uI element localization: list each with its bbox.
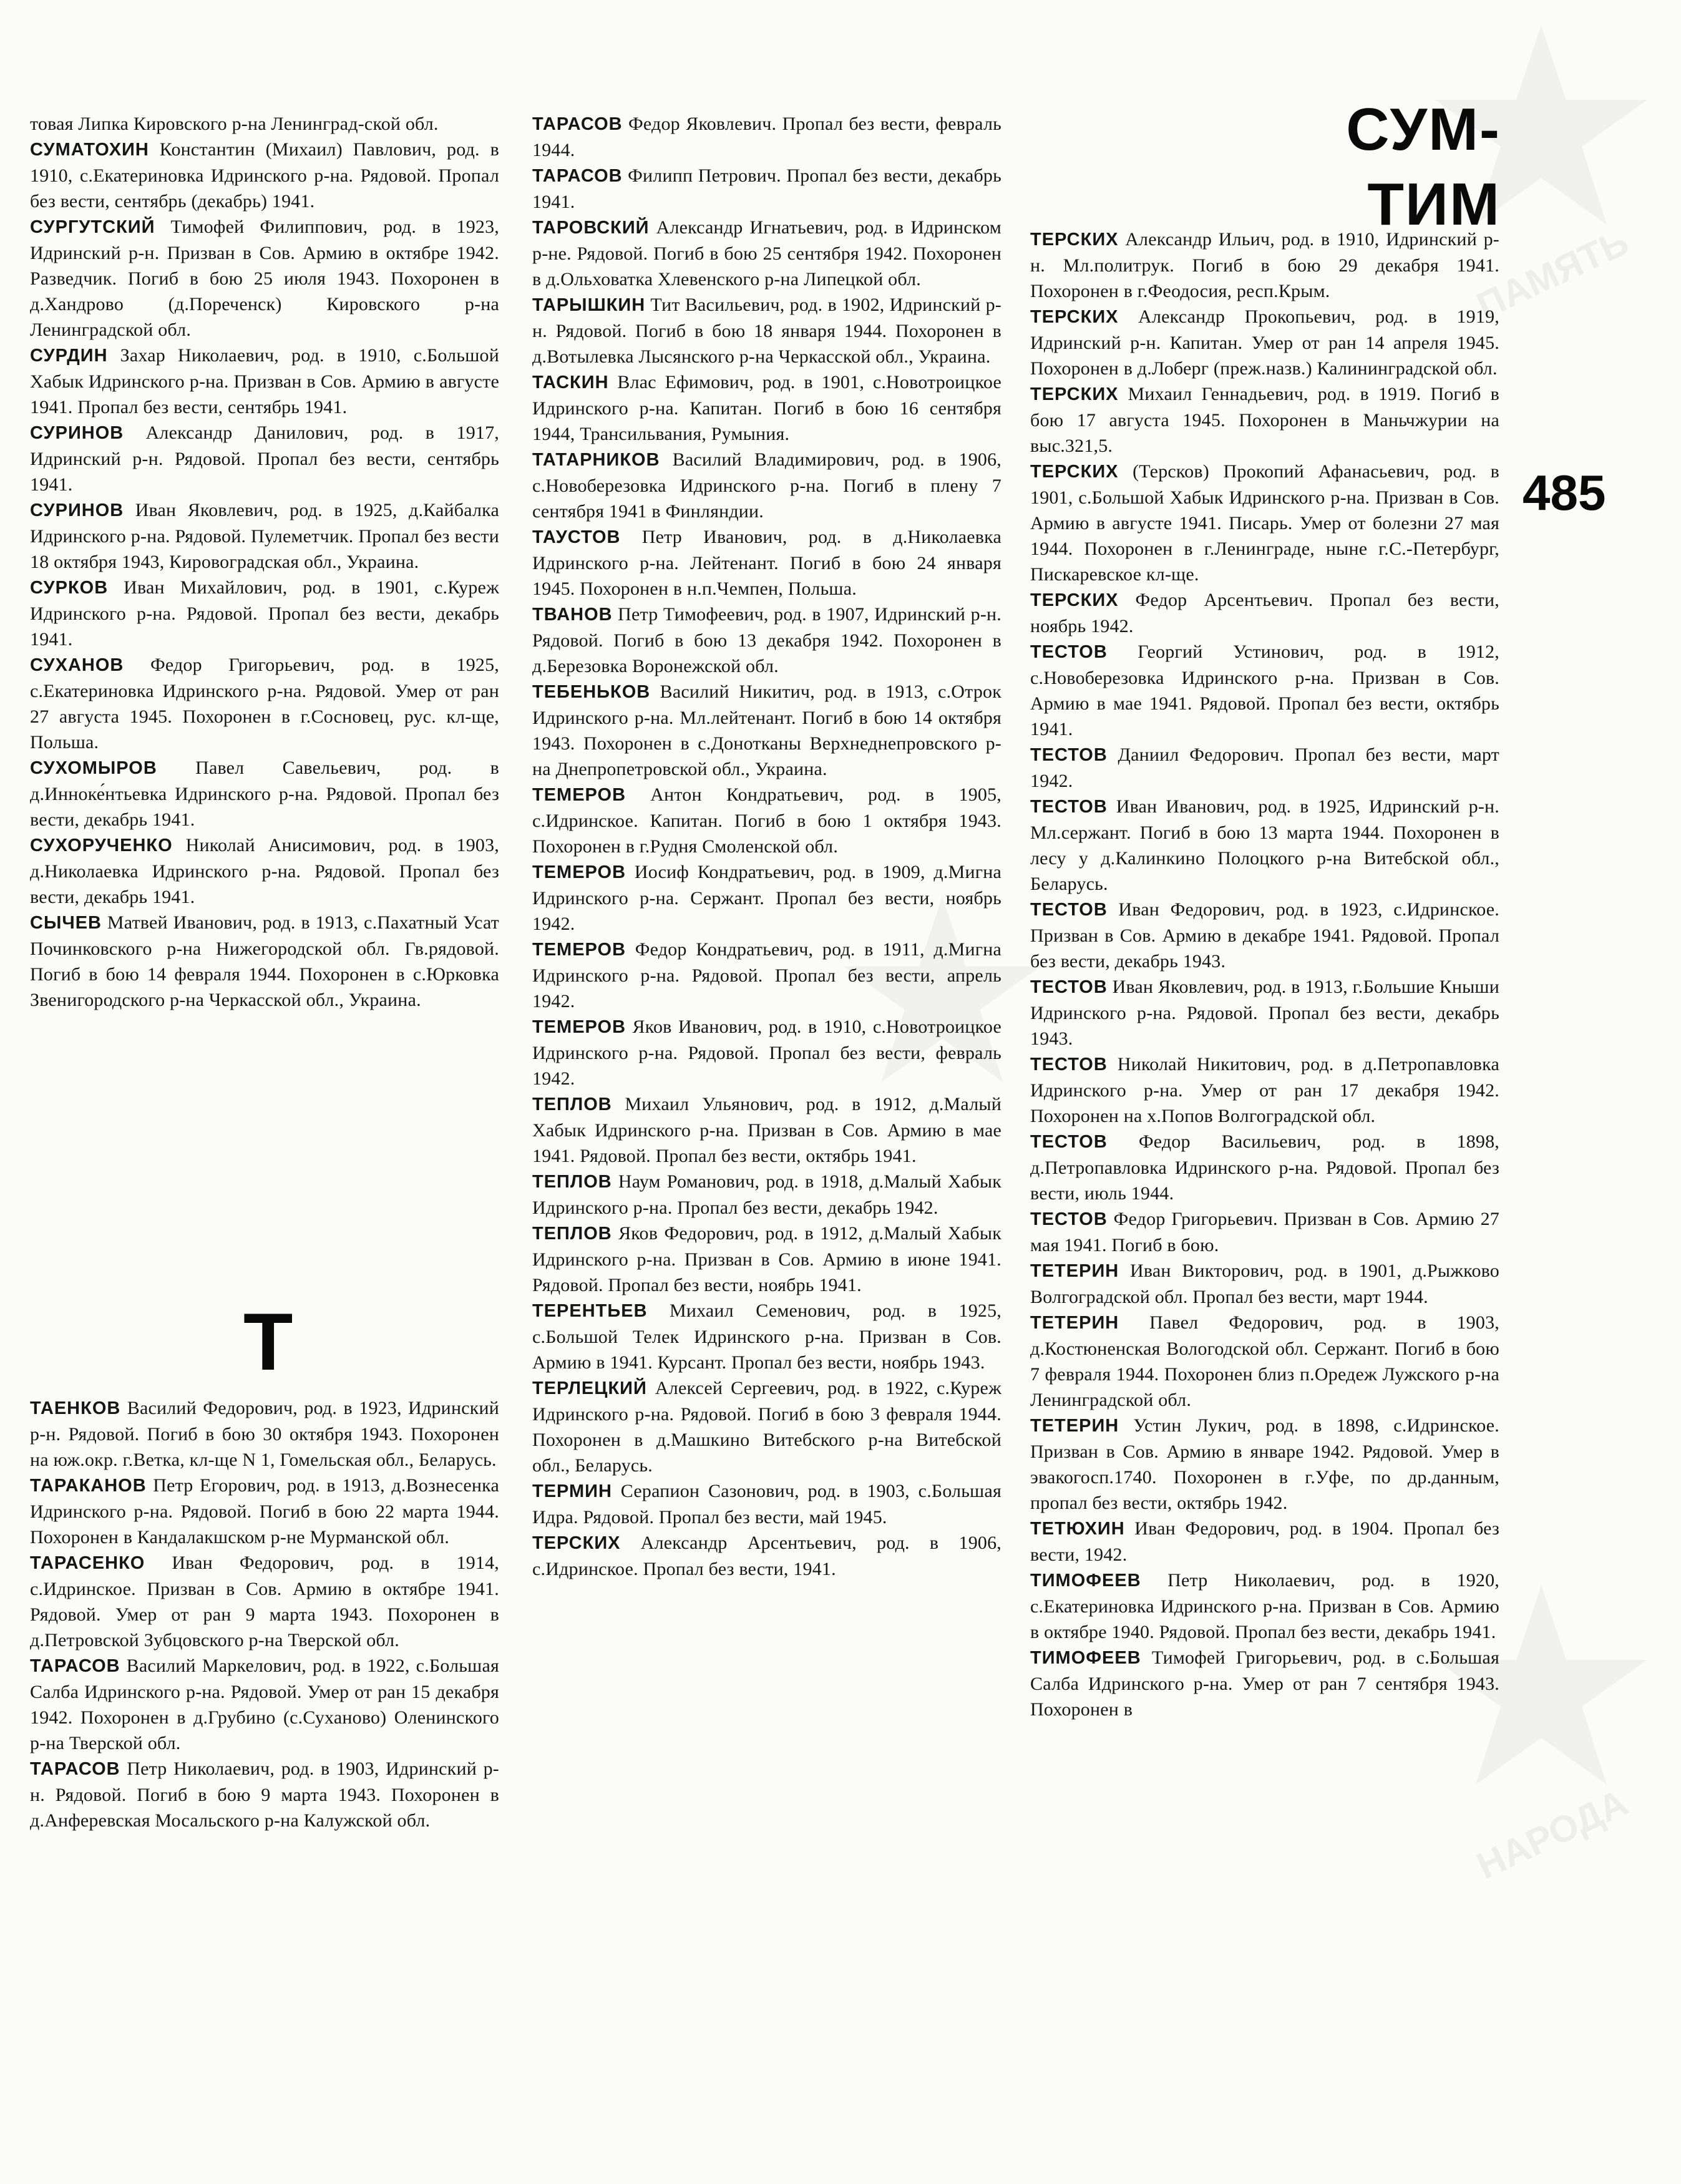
entry-surname: ТЕРСКИХ (1030, 230, 1119, 250)
entry-surname: ТВАНОВ (532, 605, 613, 625)
list-item (30, 1756, 499, 1833)
entry-text: Тимофей Филиппович, род. в 1923, Идринский р-н. Призван в Сов. Армию в октябре 1942. Разведчик. Погиб в бою 25 июля 1943. Похоронен в д.Хандрово (д.Пореченск) Кировского р-на Ленинградской обл. (30, 217, 499, 340)
entry-text: Даниил Федорович. Пропал без вести, март 1942. (1030, 744, 1499, 791)
entry-text: Федор Арсентьевич. Пропал без вести, ноябрь 1942. (1030, 590, 1500, 636)
running-head: СУМ-ТИМ (1346, 96, 1501, 238)
entry-text: Матвей Иванович, род. в 1913, с.Пахатный Усат Починковского р-на Нижегородской обл. Гв.рядовой. Погиб в бою 14 февраля 1944. Похоронен в с.Юрковка Звенигородского р-на Черкасской обл., Украина. (30, 912, 499, 1010)
entry-surname: ТЕРМИН (532, 1481, 612, 1501)
entry-surname: ТИМОФЕЕВ (1030, 1648, 1141, 1668)
entry-text: Филипп Петрович. Пропал без вести, декабрь 1941. (532, 165, 1002, 212)
entry-text: Георгий Устинович, род. в 1912, с.Новоберезовка Идринского р-на. Призван в Сов. Армию в мае 1941. Рядовой. Пропал без вести, октябрь 1941. (1030, 641, 1499, 739)
list-item (30, 1473, 499, 1550)
entry-surname: ТЕПЛОВ (532, 1094, 612, 1114)
list-item (1030, 1567, 1499, 1645)
page-number: 485 (1523, 465, 1606, 520)
entry-surname: ТЕСТОВ (1030, 1132, 1108, 1152)
column-3 (1030, 227, 1499, 1722)
list-item (1030, 794, 1499, 897)
entry-text: Александр Арсентьевич, род. в 1906, с.Идринское. Пропал без вести, 1941. (532, 1533, 1001, 1579)
entry-text: Иван Иванович, род. в 1925, Идринский р-н. Мл.сержант. Погиб в бою 13 марта 1944. Похоронен в лесу у д.Калинкино Полоцкого р-на Витебской обл., Беларусь. (1030, 796, 1499, 894)
entry-text: Федор Григорьевич. Призван в Сов. Армию 27 мая 1941. Погиб в бою. (1030, 1209, 1500, 1255)
list-item (1030, 1516, 1499, 1567)
entry-surname: СУРИНОВ (30, 423, 124, 443)
entry-text: Александр Ильич, род. в 1910, Идринский р-н. Мл.политрук. Погиб в бою 29 декабря 1941. Похоронен в г.Феодосия, респ.Крым. (1030, 229, 1499, 301)
list-item (30, 1550, 499, 1653)
entry-text: Иван Викторович, род. в 1901, д.Рыжково Волгоградской обл. Пропал без вести, март 1944. (1030, 1260, 1500, 1307)
entry-text: Петр Николаевич, род. в 1920, с.Екатериновка Идринского р-на. Призван в Сов. Армию в октябре 1940. Рядовой. Пропал без вести, декабрь 1941. (1030, 1570, 1500, 1642)
entry-surname: ТИМОФЕЕВ (1030, 1571, 1141, 1591)
list-item (532, 1221, 1001, 1298)
entry-surname: ТЕМЕРОВ (532, 785, 626, 805)
entry-text: Иван Яковлевич, род. в 1925, д.Кайбалка Идринского р-на. Рядовой. Пулеметчик. Пропал без вести 18 октября 1943, Кировоградская обл., Украина. (30, 500, 500, 572)
list-item (30, 497, 499, 575)
list-item (532, 679, 1001, 782)
entry-surname: ТЕТЕРИН (1030, 1416, 1119, 1436)
svg-text:НАРОДА: НАРОДА (1470, 1781, 1634, 1888)
entry-text: Алексей Сергеевич, род. в 1922, с.Куреж Идринского р-на. Рядовой. Погиб в бою 3 февраля 1944. Похоронен в д.Машкино Витебского р-на Витебской обл., Беларусь. (532, 1378, 1001, 1476)
entry-text: Александр Данилович, род. в 1917, Идринский р-н. Рядовой. Пропал без вести, сентябрь 1941. (30, 422, 499, 495)
entry-text: Николай Анисимович, род. в 1903, д.Николаевка Идринского р-на. Рядовой. Пропал без вести, декабрь 1941. (30, 835, 499, 907)
list-item (30, 1653, 499, 1756)
list-item (1030, 1206, 1499, 1258)
entry-surname: ТЕСТОВ (1030, 1209, 1108, 1229)
list-item (532, 163, 1001, 215)
entry-text: Федор Яковлевич. Пропал без вести, февраль 1944. (532, 114, 1002, 160)
entry-surname: ТЕПЛОВ (532, 1172, 612, 1192)
list-item (532, 524, 1001, 602)
list-item (532, 602, 1001, 679)
entry-text: Василий Федорович, род. в 1923, Идринский р-н. Рядовой. Погиб в бою 30 октября 1943. Похоронен на юж.окр. г.Ветка, кл-ще N 1, Гомельская обл., Беларусь. (30, 1398, 499, 1470)
entry-surname: ТАРАСОВ (532, 166, 623, 186)
entry-text: Федор Кондратьевич, род. в 1911, д.Мигна Идринского р-на. Рядовой. Пропал без вести, апрель 1942. (532, 939, 1002, 1012)
list-item (532, 1478, 1001, 1530)
entry-text: Михаил Геннадьевич, род. в 1919. Погиб в бою 17 августа 1945. Похоронен в Маньчжурии на выс.321,5. (1030, 384, 1500, 456)
entry-text: Михаил Семенович, род. в 1925, с.Большой Телек Идринского р-на. Призван в Сов. Армию в 1941. Курсант. Пропал без вести, ноябрь 1943. (532, 1300, 1001, 1373)
entry-surname: СУХОРУЧЕНКО (30, 836, 173, 856)
entry-text: Влас Ефимович, род. в 1901, с.Новотроицкое Идринского р-на. Капитан. Погиб в бою 16 сентября 1944, Трансильвания, Румыния. (532, 372, 1001, 444)
entry-surname: ТАРАСЕНКО (30, 1553, 145, 1573)
entry-text: Иван Федорович, род. в 1923, с.Идринское. Призван в Сов. Армию в декабре 1941. Рядовой. Пропал без вести, декабрь 1943. (1030, 899, 1499, 972)
entry-surname: ТАРАСОВ (30, 1656, 120, 1676)
list-item (30, 343, 499, 420)
list-item (30, 111, 499, 137)
entry-surname: ТЕРСКИХ (1030, 307, 1119, 327)
entry-surname: ТЕМЕРОВ (532, 940, 626, 960)
list-item (30, 652, 499, 755)
list-item (1030, 587, 1499, 639)
list-item (30, 420, 499, 497)
entry-text: Михаил Ульянович, род. в 1912, д.Малый Хабык Идринского р-на. Призван в Сов. Армию в мае 1941. Рядовой. Пропал без вести, октябрь 1941. (532, 1094, 1001, 1166)
entry-text: Петр Николаевич, род. в 1903, Идринский р-н. Рядовой. Погиб в бою 9 марта 1943. Похоронен в д.Анферевская Мосальского р-на Калужской обл. (30, 1758, 499, 1831)
column-1-bottom (30, 1395, 499, 1833)
list-item (532, 937, 1001, 1014)
list-item (1030, 459, 1499, 587)
list-item (1030, 381, 1499, 459)
list-item (1030, 1413, 1499, 1516)
list-item (532, 782, 1001, 859)
entry-surname: СУХАНОВ (30, 655, 124, 675)
list-item (532, 369, 1001, 447)
entry-surname: СУХОМЫРОВ (30, 758, 157, 778)
entry-text: Василий Владимирович, род. в 1906, с.Новоберезовка Идринского р-на. Погиб в плену 7 сентября 1941 в Финляндии. (532, 449, 1002, 522)
list-item (532, 447, 1001, 524)
entry-text: Яков Иванович, род. в 1910, с.Новотроицкое Идринского р-на. Рядовой. Пропал без вести, февраль 1942. (532, 1016, 1001, 1089)
list-item (30, 214, 499, 343)
entry-surname: ТЕСТОВ (1030, 1055, 1108, 1075)
entry-surname: ТЕСТОВ (1030, 797, 1108, 817)
entry-text: Александр Игнатьевич, род. в Идринском р-не. Рядовой. Погиб в бою 25 сентября 1942. Похоронен в д.Ольховатка Хлевенского р-на Липецкой обл. (532, 217, 1001, 290)
entry-text: Наум Романович, род. в 1918, д.Малый Хабык Идринского р-на. Пропал без вести, декабрь 1942. (532, 1171, 1001, 1218)
entry-surname: ТЕБЕНЬКОВ (532, 682, 651, 702)
entry-text: Иван Михайлович, род. в 1901, с.Куреж Идринского р-на. Рядовой. Пропал без вести, декабрь 1941. (30, 577, 499, 650)
list-item (532, 1298, 1001, 1375)
entry-surname: ТАТАРНИКОВ (532, 450, 660, 470)
list-item (1030, 1258, 1499, 1310)
entry-surname: СУМАТОХИН (30, 140, 149, 160)
entry-surname: ТЕРЕНТЬЕВ (532, 1301, 648, 1321)
list-item (1030, 227, 1499, 304)
entry-surname: СЫЧЕВ (30, 913, 102, 933)
entry-text: Павел Савельевич, род. в д.Инноке́нтьевка Идринского р-на. Рядовой. Пропал без вести, декабрь 1941. (30, 758, 499, 830)
list-item (532, 111, 1001, 163)
entry-surname: ТЕСТОВ (1030, 642, 1108, 662)
entry-surname: ТЕТЕРИН (1030, 1313, 1119, 1333)
entry-surname: СУРКОВ (30, 578, 109, 598)
entry-surname: ТЕМЕРОВ (532, 1017, 626, 1037)
entry-text: Тимофей Григорьевич, род. в с.Большая Салба Идринского р-на. Умер от ран 7 сентября 1943. Похоронен в (1030, 1647, 1499, 1720)
entry-surname: ТЕПЛОВ (532, 1224, 612, 1244)
list-item (1030, 1129, 1499, 1206)
list-item (532, 1169, 1001, 1221)
entry-surname: ТЕСТОВ (1030, 900, 1108, 920)
entry-surname: ТЕСТОВ (1030, 745, 1108, 765)
entry-text: Василий Никитич, род. в 1913, с.Отрок Идринского р-на. Мл.лейтенант. Погиб в бою 14 октября 1943. Похоронен в с.Донотканы Верхнеднепровского р-на Днепропетровской обл., Украина. (532, 681, 1002, 779)
column-1-top (30, 111, 499, 1013)
entry-text: Александр Прокопьевич, род. в 1919, Идринский р-н. Капитан. Умер от ран 14 апреля 1945. Похоронен в д.Лоберг (преж.назв.) Калининградской обл. (1030, 306, 1499, 379)
entry-text: Петр Егорович, род. в 1913, д.Вознесенка Идринского р-на. Рядовой. Погиб в бою 22 марта 1944. Похоронен в Кандалакшском р-не Мурманской обл. (30, 1475, 499, 1548)
list-item (1030, 742, 1499, 794)
list-item (30, 832, 499, 910)
entry-text: Тит Васильевич, род. в 1902, Идринский р-н. Рядовой. Погиб в бою 18 января 1944. Похоронен в д.Вотылевка Лысянского р-на Черкасской обл., Украина. (532, 295, 1001, 367)
entry-surname: ТЕТЕРИН (1030, 1261, 1119, 1281)
entry-surname: СУРДИН (30, 346, 108, 366)
entry-text: Петр Иванович, род. в д.Николаевка Идринского р-на. Лейтенант. Погиб в бою 24 января 1945. Похоронен в н.п.Чемпен, Польша. (532, 527, 1002, 599)
list-item (532, 859, 1001, 937)
entry-text: Иосиф Кондратьевич, род. в 1909, д.Мигна Идринского р-на. Сержант. Пропал без вести, ноябрь 1942. (532, 862, 1001, 934)
list-item (30, 1395, 499, 1473)
entry-surname: СУРГУТСКИЙ (30, 217, 155, 237)
column-2 (532, 111, 1001, 1582)
entry-surname: ТЕРСКИХ (532, 1533, 621, 1553)
list-item (532, 292, 1001, 369)
entry-text: товая Липка Кировского р-на Ленинград-ской обл. (30, 114, 439, 134)
list-item (532, 215, 1001, 292)
list-item (532, 1014, 1001, 1091)
entry-text: Константин (Михаил) Павлович, род. в 1910, с.Екатериновка Идринского р-на. Рядовой. Пропал без вести, сентябрь (декабрь) 1941. (30, 139, 500, 212)
entry-text: Василий Маркелович, род. в 1922, с.Большая Салба Идринского р-на. Рядовой. Умер от ран 15 декабря 1942. Похоронен в д.Грубино (с.Суханово) Оленинского р-на Тверской обл. (30, 1655, 499, 1753)
list-item (1030, 1645, 1499, 1722)
list-item (1030, 304, 1499, 381)
entry-surname: ТАРЫШКИН (532, 295, 646, 315)
entry-text: Яков Федорович, род. в 1912, д.Малый Хабык Идринского р-на. Призван в Сов. Армию в июне 1941. Рядовой. Пропал без вести, ноябрь 1941. (532, 1223, 1001, 1295)
entry-surname: ТАРОВСКИЙ (532, 218, 650, 238)
entry-surname: СУРИНОВ (30, 500, 124, 520)
list-item (30, 755, 499, 832)
entry-surname: ТЕРСКИХ (1030, 590, 1119, 610)
entry-surname: ТЕМЕРОВ (532, 862, 626, 882)
svg-text:ПАМЯТЬ: ПАМЯТЬ (1470, 220, 1635, 328)
list-item (1030, 897, 1499, 974)
entry-text: Иван Федорович, род. в 1914, с.Идринское. Призван в Сов. Армию в октябре 1941. Рядовой. Умер от ран 9 марта 1943. Похоронен в д.Петровской Зубцовского р-на Тверской обл. (30, 1553, 499, 1650)
entry-text: Федор Васильевич, род. в 1898, д.Петропавловка Идринского р-на. Рядовой. Пропал без вести, июль 1944. (1030, 1131, 1500, 1204)
entry-surname: ТЕРСКИХ (1030, 462, 1119, 482)
entry-text: Серапион Сазонович, род. в 1903, с.Большая Идра. Рядовой. Пропал без вести, май 1945. (532, 1481, 1001, 1528)
list-item (532, 1091, 1001, 1169)
entry-surname: ТЕРЛЕЦКИЙ (532, 1378, 647, 1398)
list-item (1030, 639, 1499, 742)
list-item (30, 910, 499, 1013)
entry-surname: ТАЕНКОВ (30, 1398, 121, 1418)
entry-surname: ТАУСТОВ (532, 527, 621, 547)
entry-text: Петр Тимофеевич, род. в 1907, Идринский р-н. Рядовой. Погиб в бою 13 декабря 1942. Похоронен в д.Березовка Воронежской обл. (532, 604, 1001, 676)
entry-surname: ТАСКИН (532, 373, 609, 392)
list-item (532, 1375, 1001, 1478)
list-item (30, 575, 499, 652)
entry-surname: ТЕРСКИХ (1030, 384, 1119, 404)
list-item (1030, 1051, 1499, 1129)
entry-surname: ТАРАКАНОВ (30, 1476, 147, 1496)
list-item (532, 1530, 1001, 1582)
entry-text: Антон Кондратьевич, род. в 1905, с.Идринское. Капитан. Погиб в бою 1 октября 1943. Похоронен в г.Рудня Смоленской обл. (532, 784, 1001, 857)
list-item (1030, 1310, 1499, 1413)
list-item (1030, 974, 1499, 1051)
entry-text: Иван Федорович, род. в 1904. Пропал без вести, 1942. (1030, 1518, 1499, 1565)
entry-surname: ТАРАСОВ (532, 114, 623, 134)
entry-text: Павел Федорович, род. в 1903, д.Костюненская Вологодской обл. Сержант. Погиб в бою 7 февраля 1944. Похоронен близ п.Оредеж Лужского р-на Ленинградской обл. (1030, 1312, 1499, 1410)
entry-text: Николай Никитович, род. в д.Петропавловка Идринского р-на. Умер от ран 17 декабря 1942. Похоронен на х.Попов Волгоградской обл. (1030, 1054, 1499, 1126)
entry-text: (Терсков) Прокопий Афанасьевич, род. в 1901, с.Большой Хабык Идринского р-на. Призван в Сов. Армию в августе 1941. Писарь. Умер от болезни 27 мая 1944. Похоронен в г.Ленинграде, ныне г.С.-Петербург, Пискаревское кл-ще. (1030, 461, 1499, 585)
entry-text: Иван Яковлевич, род. в 1913, г.Большие Кныши Идринского р-на. Рядовой. Пропал без вести, декабрь 1943. (1030, 977, 1499, 1049)
entry-text: Федор Григорьевич, род. в 1925, с.Екатериновка Идринского р-на. Рядовой. Умер от ран 27 августа 1945. Похоронен в г.Сосновец, рус. кл-ще, Польша. (30, 655, 499, 753)
entry-text: Захар Николаевич, род. в 1910, с.Большой Хабык Идринского р-на. Призван в Сов. Армию в августе 1941. Пропал без вести, сентябрь 1941. (30, 345, 499, 417)
entry-surname: ТЕТЮХИН (1030, 1519, 1125, 1539)
entry-surname: ТАРАСОВ (30, 1759, 120, 1779)
list-item (30, 137, 499, 214)
section-letter-heading: Т (243, 1296, 293, 1387)
entry-surname: ТЕСТОВ (1030, 977, 1108, 997)
entry-text: Устин Лукич, род. в 1898, с.Идринское. Призван в Сов. Армию в январе 1942. Рядовой. Умер в эвакогосп.1740. Похоронен в г.Уфе, по др.данным, пропал без вести, октябрь 1942. (1030, 1415, 1499, 1513)
